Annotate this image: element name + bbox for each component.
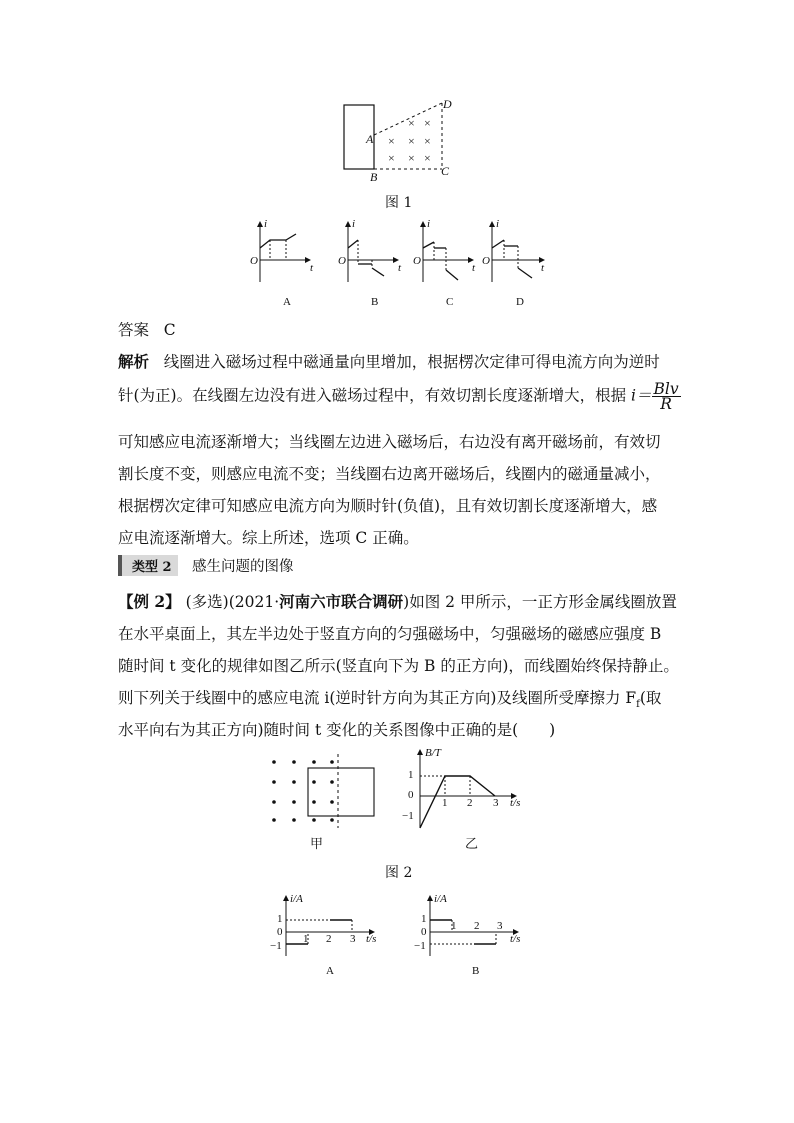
fig1-option-b: B	[371, 296, 379, 308]
example-text-4a: 则下列关于线圈中的感应电流 i(逆时针方向为其正方向)及线圈所受摩擦力 F	[118, 689, 637, 707]
fig1-b-axis-o: O	[338, 255, 346, 267]
fig1-option-c: C	[446, 296, 454, 308]
formula-i: i＝	[631, 386, 652, 405]
fig1-c-axis-t: t	[472, 262, 476, 274]
analysis-label: 解析	[118, 352, 150, 371]
section-title: 感生问题的图像	[192, 559, 294, 575]
analysis-line-1	[118, 350, 660, 372]
fig3a-t3: 3	[350, 933, 356, 945]
fig3-option-a-graph	[268, 894, 388, 960]
fig2-yi-y0: 0	[408, 789, 414, 801]
fig3b-ym1: −1	[414, 940, 426, 952]
fig1-a-axis-o: O	[250, 255, 258, 267]
figure-1-caption: 图 1	[385, 195, 413, 211]
svg-text:×: ×	[388, 134, 395, 148]
fig1-option-d: D	[516, 296, 524, 308]
analysis-line-3: 可知感应电流逐渐增大；当线圈左边进入磁场后，右边没有离开磁场前，有效切	[118, 433, 661, 451]
example-line-5: 水平向右为其正方向)随时间 t 变化的关系图像中正确的是( )	[118, 721, 556, 739]
figure-2-jia	[262, 752, 382, 830]
friction-subscript: f	[636, 699, 640, 711]
svg-text:×: ×	[408, 134, 415, 148]
svg-text:×: ×	[424, 116, 431, 130]
svg-text:×: ×	[424, 151, 431, 165]
fig2-yi-y-axis: B/T	[425, 747, 441, 759]
fig3b-t3: 3	[497, 920, 503, 932]
fig1-d-axis-i: i	[496, 218, 500, 230]
fig2-yi-ym1: −1	[402, 810, 414, 822]
analysis-line-4: 割长度不变，则感应电流不变；当线圈右边离开磁场后，线圈内的磁通量减小，	[118, 465, 661, 483]
answer-label: 答案	[118, 321, 150, 339]
fig3b-y1: 1	[421, 913, 427, 925]
svg-text:×: ×	[408, 116, 415, 130]
fig1-option-graphs	[248, 218, 558, 290]
analysis-line-2	[118, 382, 681, 411]
analysis-line-6: 应电流逐渐增大。综上所述，选项 C 正确。	[118, 529, 419, 547]
fig3b-t2: 2	[474, 920, 480, 932]
example-label: 【例 2】	[118, 592, 181, 611]
fig3a-t2: 2	[326, 933, 332, 945]
answer-value: C	[163, 321, 176, 339]
example-line-4	[118, 686, 661, 710]
fig3a-t1: 1	[303, 933, 309, 945]
fig1-d-axis-t: t	[541, 262, 545, 274]
svg-text:×: ×	[424, 134, 431, 148]
example-line-3: 随时间 t 变化的规律如图乙所示(竖直向下为 B 的正方向)，而线圈始终保持静止。	[118, 657, 679, 675]
answer-line	[118, 318, 176, 340]
fig1-a-axis-t: t	[310, 262, 314, 274]
fig2-yi-t1: 1	[442, 797, 448, 809]
section-tag: 类型 2	[118, 555, 178, 576]
fig3a-y1: 1	[277, 913, 283, 925]
fig1-c-axis-i: i	[427, 218, 431, 230]
fig3b-y-axis: i/A	[434, 893, 447, 905]
fig2-yi-t2: 2	[467, 797, 473, 809]
analysis-text-1: 线圈进入磁场过程中磁通量向里增加，根据楞次定律可得电流方向为逆时	[163, 353, 660, 371]
fig1-option-a: A	[283, 296, 291, 308]
svg-text:×: ×	[408, 151, 415, 165]
fig3a-ym1: −1	[270, 940, 282, 952]
example-text-4b: (取	[639, 689, 662, 707]
fig2-yi-y1: 1	[408, 769, 414, 781]
fig1-label-d: D	[443, 97, 452, 111]
analysis-text-2: 针(为正)。在线圈左边没有进入磁场过程中，有效切割长度逐渐增大，根据	[118, 386, 627, 405]
analysis-line-5: 根据楞次定律可知感应电流方向为顺时针(负值)，且有效切割长度逐渐增大，感	[118, 497, 658, 515]
fig1-label-b: B	[370, 170, 378, 184]
fig2-yi-t3: 3	[493, 797, 499, 809]
fig3b-y0: 0	[421, 926, 427, 938]
example-line-2: 在水平桌面上，其左半边处于竖直方向的匀强磁场中，匀强磁场的磁感应强度 B	[118, 625, 662, 643]
svg-text:×: ×	[388, 151, 395, 165]
figure-2-caption: 图 2	[385, 865, 413, 881]
fig3-option-a: A	[326, 965, 334, 977]
fig1-b-axis-i: i	[352, 218, 356, 230]
example-source: 河南六市联合调研	[279, 592, 404, 611]
fraction-numerator: Blv	[653, 380, 679, 398]
fig3a-y-axis: i/A	[290, 893, 303, 905]
fig1-d-axis-o: O	[482, 255, 490, 267]
fig3b-x-axis: t/s	[510, 933, 521, 945]
example-text-1c: )如图 2 甲所示，一正方形金属线圈放置	[403, 593, 677, 611]
fig1-c-axis-o: O	[413, 255, 421, 267]
fig1-a-axis-i: i	[264, 218, 268, 230]
fraction-denominator: R	[660, 395, 672, 413]
fig1-label-c: C	[441, 164, 450, 178]
fig2-jia-label: 甲	[310, 837, 324, 852]
fig2-yi-x-axis: t/s	[510, 797, 521, 809]
example-text-1a: (多选)(2021·	[185, 593, 280, 611]
fig3b-t1: 1	[451, 920, 457, 932]
fig2-yi-label: 乙	[465, 837, 479, 852]
formula-fraction	[652, 382, 681, 411]
fig1-label-a: A	[366, 132, 374, 146]
fig3a-y0: 0	[277, 926, 283, 938]
fig3a-x-axis: t/s	[366, 933, 377, 945]
fig3-option-b-graph	[412, 894, 532, 960]
fig1-b-axis-t: t	[398, 262, 402, 274]
fig3-option-b: B	[472, 965, 480, 977]
example-line-1	[118, 590, 677, 612]
